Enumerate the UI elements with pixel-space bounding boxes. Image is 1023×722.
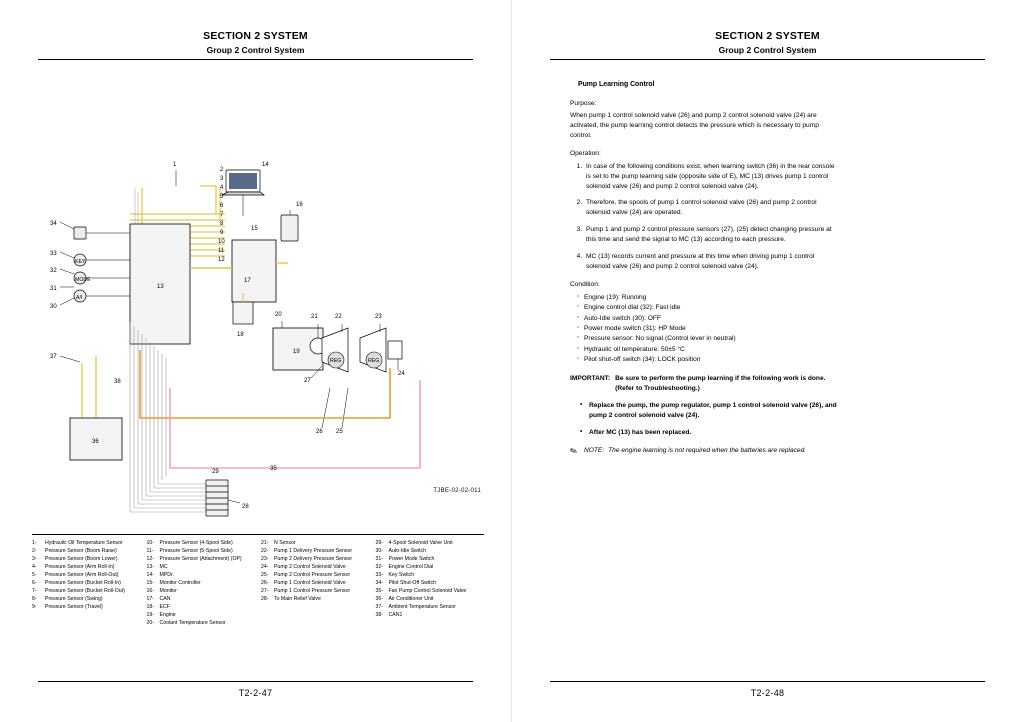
legend-number: 15- (146, 579, 154, 586)
legend-item (376, 580, 485, 587)
legend-number: 4- (32, 563, 37, 570)
legend-label: Pump 2 Delivery Pressure Sensor (274, 555, 353, 562)
legend-item (32, 564, 141, 571)
condition-item: · Auto-Idle switch (30): OFF (576, 314, 840, 324)
legend-label: Pump 2 Control Solenoid Valve (274, 563, 346, 570)
svg-text:4: 4 (220, 185, 224, 191)
legend-number: 11- (146, 547, 154, 554)
svg-text:35: 35 (270, 466, 277, 472)
legend-number: 9- (32, 603, 37, 610)
svg-text:8: 8 (220, 221, 224, 227)
legend-label: N Sensor (274, 540, 296, 546)
legend-label: Fan Pump Control Solenoid Valve (388, 587, 467, 594)
condition-item: · Pilot shut-off switch (34): LOCK position (576, 355, 840, 365)
legend-number: 31- (375, 555, 383, 562)
legend-label: CAN1 (388, 611, 403, 618)
legend-number: 17- (146, 595, 154, 602)
legend-item (147, 564, 256, 571)
operation-step: 2. Therefore, the spools of pump 1 control solenoid valve (26) and pump 2 control solenoid valve (24) are operated. (584, 198, 840, 218)
operation-steps (570, 162, 840, 272)
legend-number: 16- (146, 587, 154, 594)
legend-item (376, 596, 485, 603)
legend-number: 20- (146, 619, 154, 626)
legend-item (147, 556, 256, 563)
page-number: T2-2-48 (750, 688, 785, 698)
left-page (0, 0, 511, 722)
legend-item (32, 548, 141, 555)
svg-text:31: 31 (50, 286, 57, 292)
right-page-footer (550, 681, 985, 698)
legend-number: 34- (375, 579, 383, 586)
legend-label: ECF (159, 603, 170, 610)
legend-item (376, 556, 485, 563)
legend-column-4 (376, 540, 485, 628)
legend-number: 28- (261, 595, 269, 602)
svg-text:KEY: KEY (75, 259, 86, 265)
legend-column-2 (147, 540, 256, 628)
footer-rule (550, 681, 985, 682)
legend-item (261, 572, 370, 579)
svg-text:10: 10 (218, 239, 225, 245)
legend-label: Monitor (159, 587, 177, 594)
svg-text:12: 12 (218, 257, 225, 263)
legend-label: Pressure Sensor (Arm Roll-Out) (45, 571, 119, 578)
legend-label: Pump 2 Control Pressure Sensor (274, 571, 351, 578)
legend-number: 10- (146, 540, 154, 546)
svg-text:15: 15 (251, 226, 258, 232)
legend-label: Pump 1 Control Pressure Sensor (274, 587, 351, 594)
legend-number: 5- (32, 571, 37, 578)
legend-number: 30- (375, 547, 383, 554)
legend-label: Pressure Sensor (Boom Lower) (45, 555, 118, 562)
condition-label: Condition: (570, 280, 600, 288)
important-item: • Replace the pump, the pump regulator, pump 1 control solenoid valve (26), and pump 2 control solenoid valve (24). (580, 401, 840, 421)
operation-step: 3. Pump 1 and pump 2 control pressure sensors (27), (25) detect changing pressure at this time and send the signal to MC (13) according to each pressure. (584, 225, 840, 245)
control-system-diagram (30, 88, 482, 518)
svg-text:17: 17 (244, 278, 251, 284)
group-title: Group 2 Control System (206, 45, 305, 55)
legend-item (376, 548, 485, 555)
legend-item (32, 572, 141, 579)
legend-column-1 (32, 540, 141, 628)
svg-text:24: 24 (398, 371, 405, 377)
svg-text:37: 37 (50, 354, 57, 360)
legend-item (147, 548, 256, 555)
legend-item (147, 580, 256, 587)
legend-label: Ambient Temperature Sensor (388, 603, 456, 610)
legend-number: 7- (32, 587, 37, 594)
legend-number: 35- (375, 587, 383, 594)
legend-label: Pressure Sensor (Attachment) (OP) (159, 555, 242, 562)
article-title: Pump Learning Control (578, 81, 655, 88)
condition-item: · Power mode switch (31): HP Mode (576, 324, 840, 334)
legend-label: To Main Relief Valve (274, 595, 321, 602)
svg-text:32: 32 (50, 268, 57, 274)
figure-caption: TJBE-02-02-011 (433, 487, 481, 494)
legend-label: Pressure Sensor (4-Spool Side) (159, 540, 233, 546)
svg-text:23: 23 (375, 314, 382, 320)
legend-label: Pressure Sensor (Bucket Roll-In) (45, 579, 121, 586)
legend-item (147, 620, 256, 627)
legend-item (147, 572, 256, 579)
operation-label: Operation: (570, 149, 601, 157)
legend-item (376, 540, 485, 547)
note-label: NOTE: (584, 447, 605, 455)
legend-label: Engine (159, 611, 176, 618)
right-page (512, 0, 1023, 722)
legend-number: 13- (146, 563, 154, 570)
svg-text:30: 30 (50, 304, 57, 310)
legend-number: 37- (375, 603, 383, 610)
section-title: SECTION 2 SYSTEM (203, 30, 308, 42)
legend-number: 1- (32, 540, 37, 546)
legend-item (261, 564, 370, 571)
legend-label: Air Conditioner Unit (388, 595, 434, 602)
legend-item (376, 572, 485, 579)
svg-text:1: 1 (173, 162, 177, 168)
svg-text:18: 18 (237, 332, 244, 338)
legend-item (147, 612, 256, 619)
purpose-text: When pump 1 control solenoid valve (26) and pump 2 control solenoid valve (24) are activated, the pump learning control detects the pressure which is necessary to pump control. (570, 112, 819, 140)
legend-column-3 (261, 540, 370, 628)
legend-label: Power Mode Switch (388, 555, 435, 562)
legend-number: 21- (261, 540, 269, 546)
condition-item: · Engine (19): Running (576, 293, 840, 303)
purpose-label: Purpose: (570, 100, 597, 108)
legend-item (376, 588, 485, 595)
important-text: Be sure to perform the pump learning if the following work is done. (Refer to Troubleshooting.) (615, 374, 826, 392)
important-label: IMPORTANT: (570, 374, 611, 382)
legend-item (147, 604, 256, 611)
legend-number: 24- (261, 563, 269, 570)
important-item-list (570, 401, 840, 438)
condition-item: · Hydraulic oil temperature: 50±5 °C (576, 345, 840, 355)
legend-item (376, 564, 485, 571)
legend-label: Pilot Shut-Off Switch (388, 579, 436, 586)
legend-number: 19- (146, 611, 154, 618)
legend-label: MC (159, 563, 168, 570)
legend-number: 3- (32, 555, 37, 562)
important-block (570, 374, 840, 394)
legend-number: 12- (146, 555, 154, 562)
legend-label: Pressure Sensor (5-Spool Side) (159, 547, 233, 554)
legend-label: CAN (159, 595, 171, 602)
svg-text:28: 28 (242, 504, 249, 510)
svg-text:22: 22 (335, 314, 342, 320)
legend (32, 534, 484, 628)
legend-label: Pump 1 Control Solenoid Valve (274, 579, 346, 586)
legend-number: 36- (375, 595, 383, 602)
operation-step: 4. MC (13) records current and pressure at this time when driving pump 1 control solenoid valve (26) and pump 2 control solenoid valve (24). (584, 252, 840, 272)
legend-label: Pressure Sensor (Boom Raise) (45, 547, 117, 554)
svg-text:20: 20 (275, 312, 282, 318)
legend-item (261, 596, 370, 603)
right-page-header (550, 30, 985, 60)
svg-text:36: 36 (92, 439, 99, 445)
legend-item (147, 596, 256, 603)
pencil-icon: ✎ (568, 445, 579, 458)
operation-step: 1. In case of the following conditions exist, when learning switch (36) in the rear console is set to the pump learning side (opposite side of E), MC (13) drives pump 1 control solenoid valve (26) and pump 2 control solenoid valve (24). (584, 162, 840, 192)
svg-text:13: 13 (157, 284, 164, 290)
legend-number: 22- (261, 547, 269, 554)
legend-number: 26- (261, 579, 269, 586)
legend-label: Pressure Sensor (Swing) (45, 595, 103, 602)
legend-item (32, 588, 141, 595)
legend-item (32, 596, 141, 603)
svg-text:38: 38 (114, 379, 121, 385)
svg-text:19: 19 (293, 349, 300, 355)
page-number: T2-2-47 (238, 688, 273, 698)
svg-text:3: 3 (220, 176, 224, 182)
svg-text:33: 33 (50, 251, 57, 257)
legend-item (32, 604, 141, 611)
legend-number: 25- (261, 571, 269, 578)
legend-item (32, 556, 141, 563)
condition-item: · Engine control dial (32): Fast idle (576, 303, 840, 313)
legend-item (32, 580, 141, 587)
legend-label: Pressure Sensor (Bucket Roll-Out) (45, 587, 125, 594)
legend-number: 27- (261, 587, 269, 594)
legend-number: 38- (375, 611, 383, 618)
svg-text:34: 34 (50, 221, 57, 227)
legend-number: 8- (32, 595, 37, 602)
footer-rule (38, 681, 473, 682)
legend-label: Monitor Controller (159, 579, 201, 586)
legend-item (376, 612, 485, 619)
header-rule (38, 59, 473, 60)
legend-item (261, 588, 370, 595)
svg-text:21: 21 (311, 314, 318, 320)
svg-text:2: 2 (220, 167, 224, 173)
note-block (570, 446, 840, 456)
group-title: Group 2 Control System (718, 45, 817, 55)
legend-label: Engine Control Dial (388, 563, 434, 570)
legend-label: 4-Spool Solenoid Valve Unit (388, 540, 453, 546)
svg-text:REG: REG (368, 358, 380, 364)
legend-label: Pressure Sensor (Arm Roll-In) (45, 563, 115, 570)
body-text (570, 80, 840, 456)
svg-text:25: 25 (336, 429, 343, 435)
svg-text:6: 6 (220, 203, 224, 209)
legend-number: 2- (32, 547, 37, 554)
svg-text:14: 14 (262, 162, 269, 168)
svg-text:5: 5 (220, 194, 224, 200)
legend-number: 14- (146, 571, 154, 578)
legend-item (376, 604, 485, 611)
condition-list (570, 293, 840, 365)
svg-text:MODE: MODE (75, 277, 91, 283)
left-page-footer (38, 681, 473, 698)
legend-number: 6- (32, 579, 37, 586)
legend-label: Hydraulic Oil Temperature Sensor (45, 540, 123, 546)
legend-number: 29- (375, 540, 383, 546)
legend-label: MPDr. (159, 571, 174, 578)
legend-number: 32- (375, 563, 383, 570)
svg-text:29: 29 (212, 469, 219, 475)
legend-label: Pressure Sensor (Travel) (45, 603, 103, 610)
legend-item (261, 580, 370, 587)
legend-label: Coolant Temperature Sensor (159, 619, 226, 626)
legend-number: 18- (146, 603, 154, 610)
svg-text:9: 9 (220, 230, 224, 236)
svg-text:16: 16 (296, 202, 303, 208)
svg-text:7: 7 (220, 212, 224, 218)
legend-label: Key Switch (388, 571, 415, 578)
legend-item (32, 540, 141, 547)
condition-item: · Pressure sensor: No signal (Control lever in neutral) (576, 334, 840, 344)
important-item: • After MC (13) has been replaced. (580, 428, 840, 438)
legend-number: 23- (261, 555, 269, 562)
legend-item (261, 540, 370, 547)
note-text: The engine learning is not required when the batteries are replaced. (608, 447, 807, 455)
section-title: SECTION 2 SYSTEM (715, 30, 820, 42)
legend-item (147, 540, 256, 547)
legend-item (147, 588, 256, 595)
legend-number: 33- (375, 571, 383, 578)
legend-item (261, 548, 370, 555)
legend-item (261, 556, 370, 563)
left-page-header (38, 30, 473, 60)
header-rule (550, 59, 985, 60)
legend-label: Pump 1 Delivery Pressure Sensor (274, 547, 353, 554)
svg-text:26: 26 (316, 429, 323, 435)
legend-label: Auto-Idle Switch (388, 547, 426, 554)
svg-text:11: 11 (218, 248, 225, 254)
svg-text:REG: REG (330, 358, 342, 364)
svg-text:A/I: A/I (76, 295, 83, 301)
svg-text:27: 27 (304, 378, 311, 384)
